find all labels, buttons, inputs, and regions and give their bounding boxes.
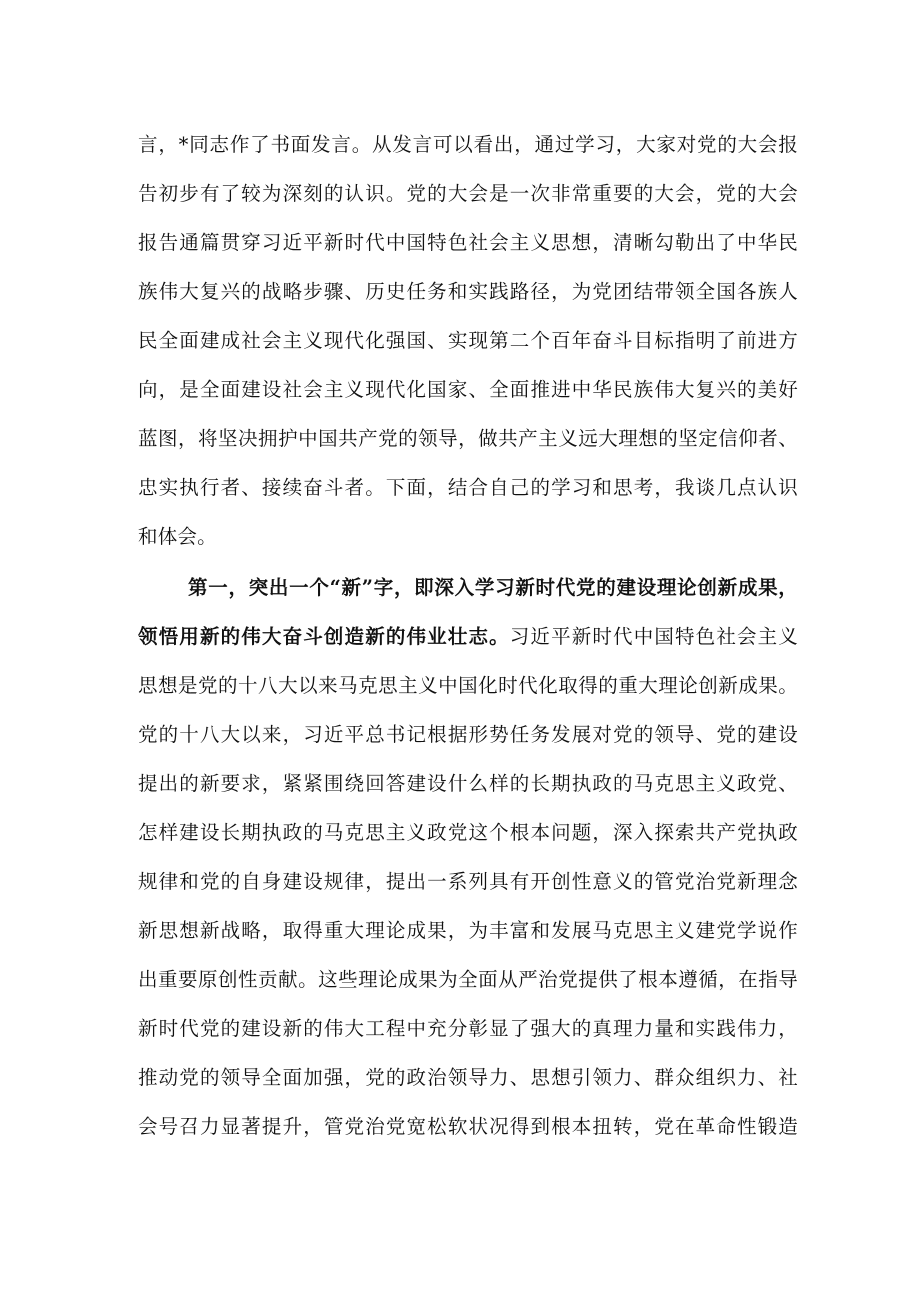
paragraph-2-line-6: 怎样建设长期执政的马克思主义政党这个根本问题，深入探索共产党执政 bbox=[138, 821, 798, 844]
paragraph-2-line-12: 会号召力显著提升，管党治党宽松软状况得到根本扭转，党在革命性锻造 bbox=[138, 1115, 798, 1138]
paragraph-1-line-9: 和体会。 bbox=[138, 525, 217, 548]
paragraph-1-line-1: 言，*同志作了书面发言。从发言可以看出，通过学习，大家对党的大会报 bbox=[138, 133, 798, 156]
paragraph-1-line-2: 告初步有了较为深刻的认识。党的大会是一次非常重要的大会，党的大会 bbox=[138, 182, 798, 205]
paragraph-1-line-5: 民全面建成社会主义现代化强国、实现第二个百年奋斗目标指明了前进方 bbox=[138, 329, 798, 352]
paragraph-2-line-2-body: 习近平新时代中国特色社会主义 bbox=[509, 625, 798, 648]
paragraph-2-line-5: 提出的新要求，紧紧围绕回答建设什么样的长期执政的马克思主义政党、 bbox=[138, 772, 798, 795]
paragraph-2-line-4: 党的十八大以来，习近平总书记根据形势任务发展对党的领导、党的建设 bbox=[138, 723, 798, 746]
paragraph-2-line-9: 出重要原创性贡献。这些理论成果为全面从严治党提供了根本遵循，在指导 bbox=[138, 968, 798, 991]
paragraph-2-line-8: 新思想新战略，取得重大理论成果，为丰富和发展马克思主义建党学说作 bbox=[138, 919, 798, 942]
paragraph-1-line-4: 族伟大复兴的战略步骤、历史任务和实践路径，为党团结带领全国各族人 bbox=[138, 280, 798, 303]
paragraph-1-line-8: 忠实执行者、接续奋斗者。下面，结合自己的学习和思考，我谈几点认识 bbox=[138, 476, 798, 499]
paragraph-2-line-7: 规律和党的自身建设规律，提出一系列具有开创性意义的管党治党新理念 bbox=[138, 870, 798, 893]
paragraph-2-line-11: 推动党的领导全面加强，党的政治领导力、思想引领力、群众组织力、社 bbox=[138, 1066, 798, 1089]
paragraph-2-line-2 bbox=[138, 623, 798, 651]
paragraph-2-line-10: 新时代党的建设新的伟大工程中充分彰显了强大的真理力量和实践伟力， bbox=[138, 1017, 798, 1040]
paragraph-1-line-3: 报告通篇贯穿习近平新时代中国特色社会主义思想，清晰勾勒出了中华民 bbox=[138, 231, 798, 254]
paragraph-1-line-7: 蓝图，将坚决拥护中国共产党的领导，做共产主义远大理想的坚定信仰者、 bbox=[138, 427, 798, 450]
paragraph-1-line-6: 向，是全面建设社会主义现代化国家、全面推进中华民族伟大复兴的美好 bbox=[138, 378, 798, 401]
paragraph-2-heading-line-2: 领悟用新的伟大奋斗创造新的伟业壮志。 bbox=[138, 625, 510, 648]
paragraph-2-heading-line-1: 第一，突出一个“新”字，即深入学习新时代党的建设理论创新成果， bbox=[188, 576, 798, 599]
paragraph-2-line-3: 思想是党的十八大以来马克思主义中国化时代化取得的重大理论创新成果。 bbox=[138, 674, 798, 697]
